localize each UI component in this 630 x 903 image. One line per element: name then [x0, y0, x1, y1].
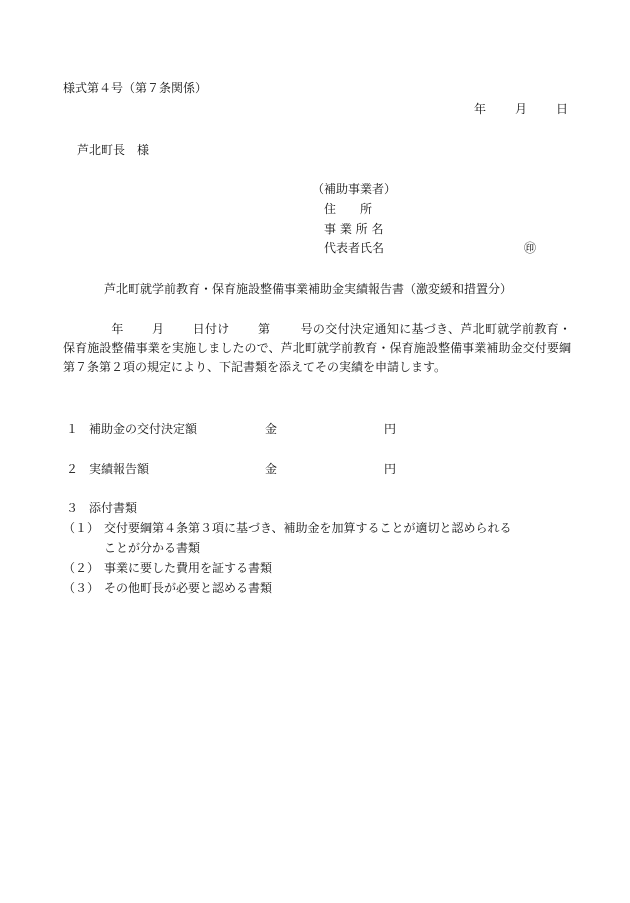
attachment-text: その他町長が必要と認める書類 [104, 581, 273, 595]
date-day: 日 [556, 102, 569, 116]
intro-year: 年 [111, 322, 124, 336]
office-label: 事 業 所 名 [324, 222, 384, 236]
item-unit: 円 [384, 462, 397, 476]
attachment-marker: （３） [63, 581, 100, 595]
intro-day: 日付け [192, 322, 230, 336]
item-number: ２ [66, 462, 79, 476]
item-currency: 金 [265, 422, 278, 436]
item-label: 補助金の交付決定額 [89, 422, 198, 436]
addressee: 芦北町長 様 [77, 143, 150, 157]
body-text: 号の交付決定通知に基づき、芦北町就学前教育・保育施設整備事業を実施しましたので、芦北町就学前教育・保育施設整備事業補助金交付要綱第７条第２項の規定により、下記書類を添えてその実績を申請します。 [63, 322, 571, 374]
item-currency: 金 [265, 462, 278, 476]
document-title: 芦北町就学前教育・保育施設整備事業補助金実績報告書（激変緩和措置分） [104, 282, 513, 296]
attachment-marker: （１） [63, 521, 100, 535]
seal-mark: ㊞ [524, 241, 537, 255]
intro-no: 第 [257, 322, 271, 336]
intro-month: 月 [151, 322, 165, 336]
form-number: 様式第４号（第７条関係） [63, 81, 208, 95]
address-label: 住 所 [324, 202, 373, 216]
date-year: 年 [474, 102, 487, 116]
item-unit: 円 [384, 422, 397, 436]
item-number: １ [66, 422, 79, 436]
item-label: 実績報告額 [89, 462, 150, 476]
date-month: 月 [515, 102, 528, 116]
representative-label: 代表者氏名 [324, 241, 385, 255]
attachment-text: 交付要綱第４条第３項に基づき、補助金を加算することが適切と認められる [104, 521, 512, 535]
attachments-heading: 添付書類 [89, 501, 138, 515]
applicant-heading: （補助事業者） [312, 182, 397, 196]
attachment-text: 事業に要した費用を証する書類 [104, 561, 273, 575]
attachment-text-continued: ことが分かる書類 [104, 541, 201, 555]
attachment-marker: （２） [63, 561, 100, 575]
body-paragraph [63, 320, 571, 377]
attachments-number: ３ [66, 501, 79, 515]
